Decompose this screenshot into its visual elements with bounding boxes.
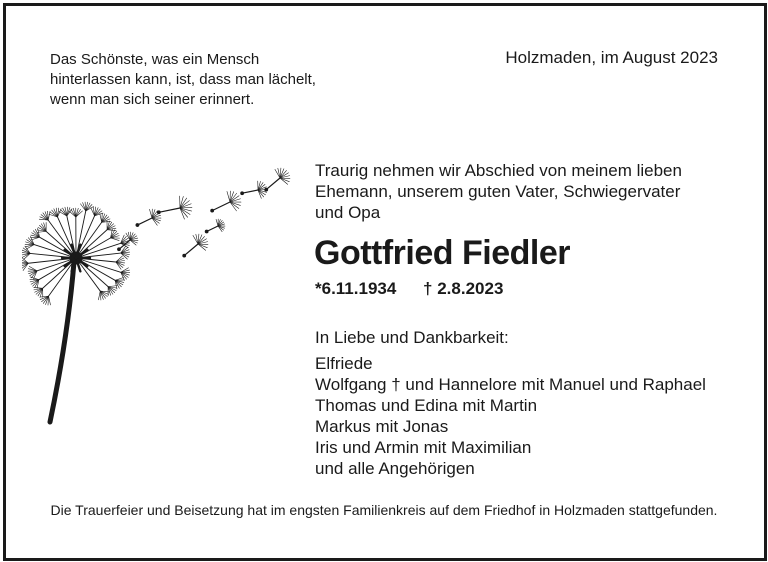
quote-line: wenn man sich seiner erinnert.	[50, 91, 255, 108]
memorial-quote	[50, 50, 340, 110]
funeral-notice: Die Trauerfeier und Beisetzung hat im engsten Familienkreis auf dem Friedhof in Holzmaden stattgefunden.	[50, 502, 718, 518]
mourner-entry: Iris und Armin mit Maximilian	[315, 438, 532, 457]
mourner-entry: Elfriede	[315, 354, 373, 373]
mourner-entry: Wolfgang † und Hannelore mit Manuel und Raphael	[315, 375, 706, 394]
mourner-entry: und alle Angehörigen	[315, 459, 475, 478]
life-dates	[315, 279, 525, 299]
quote-line: hinterlassen kann, ist, dass man lächelt,	[50, 71, 316, 88]
announcement-line: und Opa	[315, 203, 381, 222]
mourner-entry: Thomas und Edina mit Martin	[315, 396, 538, 415]
death-date: † 2.8.2023	[423, 279, 504, 298]
mourners-heading: In Liebe und Dankbarkeit:	[315, 328, 509, 347]
quote-line: Das Schönste, was ein Mensch	[50, 51, 260, 68]
announcement-line: Traurig nehmen wir Abschied von meinem lieben	[315, 161, 682, 180]
announcement-line: Ehemann, unserem guten Vater, Schwiegervater	[315, 182, 681, 201]
place-and-date: Holzmaden, im August 2023	[505, 48, 718, 67]
dandelion-icon	[22, 160, 302, 430]
mourner-entry: Markus mit Jonas	[315, 417, 449, 436]
mourners-list	[315, 327, 706, 479]
birth-date: *6.11.1934	[315, 279, 397, 298]
deceased-name: Gottfried Fiedler	[314, 234, 570, 272]
announcement-text	[315, 160, 682, 223]
